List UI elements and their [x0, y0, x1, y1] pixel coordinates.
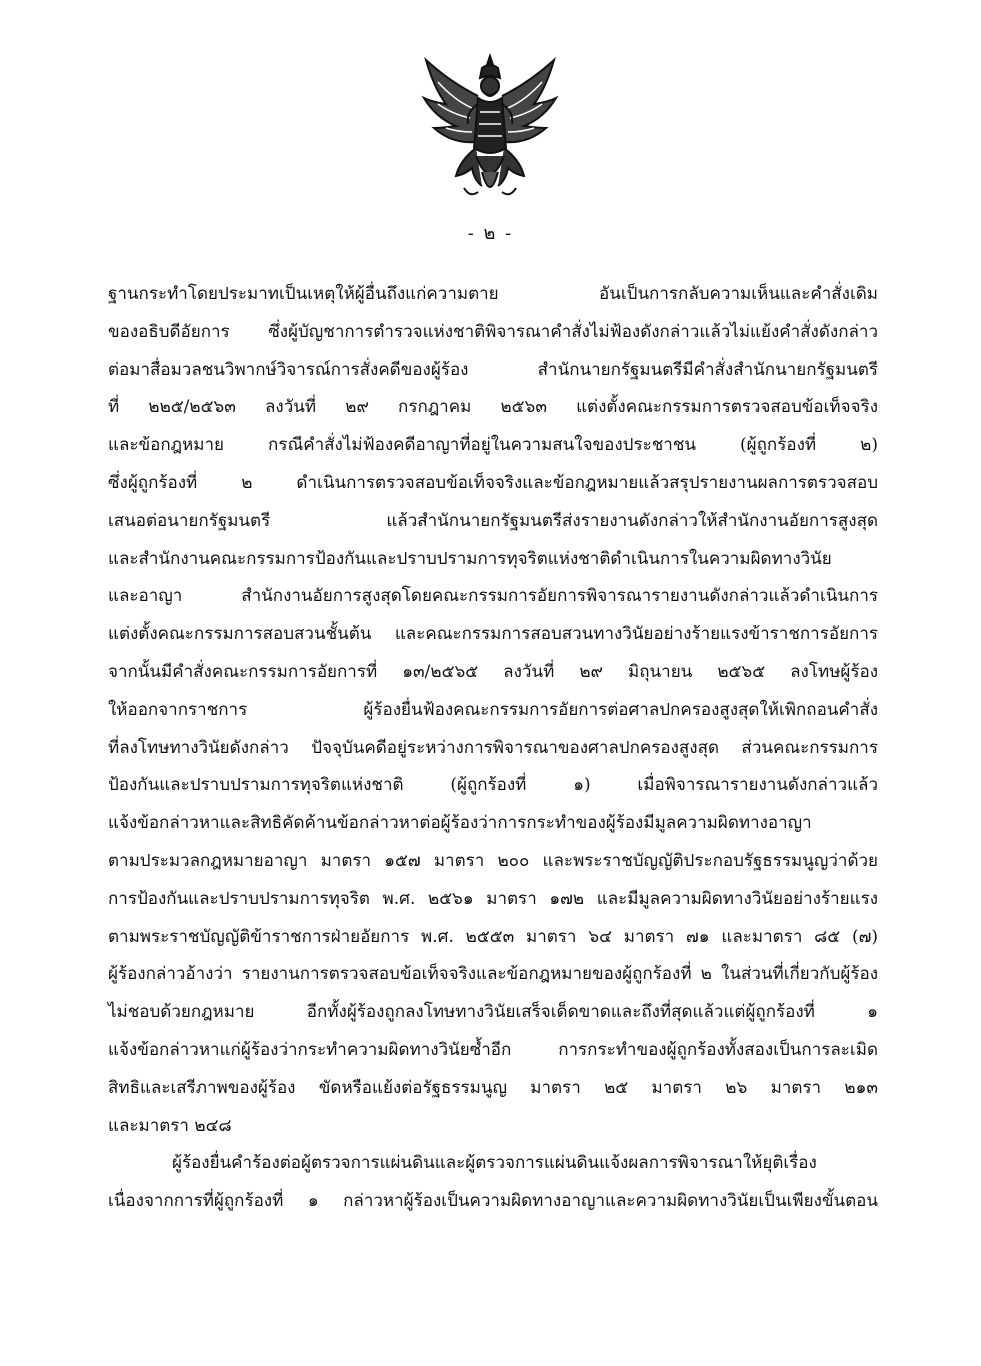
text-line: และอาญา สำนักงานอัยการสูงสุดโดยคณะกรรมการอัยการพิจารณารายงานดังกล่าวแล้วดำเนินการ — [108, 586, 878, 607]
text-line: ตามประมวลกฎหมายอาญา มาตรา ๑๕๗ มาตรา ๒๐๐ และพระราชบัญญัติประกอบรัฐธรรมนูญว่าด้วย — [108, 850, 878, 871]
document-body — [108, 276, 878, 1221]
text-line: เนื่องจากการที่ผู้ถูกร้องที่ ๑ กล่าวหาผู้ร้องเป็นความผิดทางอาญาและความผิดทางวินัยเป็นเพียงขั้นตอน — [108, 1191, 878, 1212]
text-line: ที่ลงโทษทางวินัยดังกล่าว ปัจจุบันคดีอยู่ระหว่างการพิจารณาของศาลปกครองสูงสุด ส่วนคณะกรรมการ — [108, 737, 878, 758]
text-line: ที่ ๒๒๕/๒๕๖๓ ลงวันที่ ๒๙ กรกฎาคม ๒๕๖๓ แต่งตั้งคณะกรรมการตรวจสอบข้อเท็จจริง — [108, 397, 878, 418]
text-line: ฐานกระทำโดยประมาทเป็นเหตุให้ผู้อื่นถึงแก่ความตาย อันเป็นการกลับความเห็นและคำสั่งเดิม — [108, 284, 878, 304]
text-line: สิทธิและเสรีภาพของผู้ร้อง ขัดหรือแย้งต่อรัฐธรรมนูญ มาตรา ๒๕ มาตรา ๒๖ มาตรา ๒๑๓ — [108, 1077, 878, 1098]
text-line: ให้ออกจากราชการ ผู้ร้องยื่นฟ้องคณะกรรมการอัยการต่อศาลปกครองสูงสุดให้เพิกถอนคำสั่ง — [108, 699, 878, 720]
text-line: ป้องกันและปราบปรามการทุจริตแห่งชาติ (ผู้ถูกร้องที่ ๑) เมื่อพิจารณารายงานดังกล่าวแล้ว — [108, 775, 878, 796]
text-line: ของอธิบดีอัยการ ซึ่งผู้บัญชาการตำรวจแห่งชาติพิจารณาคำสั่งไม่ฟ้องดังกล่าวแล้วไม่แย้งคำสั่งดังกล่าว — [108, 321, 878, 342]
paragraph-start-line: ผู้ร้องยื่นคำร้องต่อผู้ตรวจการแผ่นดินและผู้ตรวจการแผ่นดินแจ้งผลการพิจารณาให้ยุติเรื่อง — [172, 1153, 817, 1174]
text-line: เสนอต่อนายกรัฐมนตรี แล้วสำนักนายกรัฐมนตรีส่งรายงานดังกล่าวให้สำนักงานอัยการสูงสุด — [108, 510, 878, 531]
text-line: ซึ่งผู้ถูกร้องที่ ๒ ดำเนินการตรวจสอบข้อเท็จจริงและข้อกฎหมายแล้วสรุปรายงานผลการตรวจสอบ — [108, 472, 878, 493]
text-line: และมาตรา ๒๔๘ — [108, 1115, 232, 1136]
text-line: แต่งตั้งคณะกรรมการสอบสวนชั้นต้น และคณะกรรมการสอบสวนทางวินัยอย่างร้ายแรงข้าราชการอัยการ — [108, 624, 878, 645]
text-line: และข้อกฎหมาย กรณีคำสั่งไม่ฟ้องคดีอาญาที่อยู่ในความสนใจของประชาชน (ผู้ถูกร้องที่ ๒) — [108, 435, 878, 456]
text-line: และสำนักงานคณะกรรมการป้องกันและปราบปรามการทุจริตแห่งชาติดำเนินการในความผิดทางวินัย — [108, 548, 832, 569]
garuda-emblem-icon — [420, 52, 560, 210]
text-line: ไม่ชอบด้วยกฎหมาย อีกทั้งผู้ร้องถูกลงโทษทางวินัยเสร็จเด็ดขาดและถึงที่สุดแล้วแต่ผู้ถูกร้องที่ ๑ — [108, 1002, 878, 1023]
text-line: ผู้ร้องกล่าวอ้างว่า รายงานการตรวจสอบข้อเท็จจริงและข้อกฎหมายของผู้ถูกร้องที่ ๒ ในส่วนที่เกี่ยวกับผู้ร้อง — [108, 964, 878, 985]
page-number: - ๒ - — [467, 223, 514, 244]
text-line: จากนั้นมีคำสั่งคณะกรรมการอัยการที่ ๑๓/๒๕๖๕ ลงวันที่ ๒๙ มิถุนายน ๒๕๖๕ ลงโทษผู้ร้อง — [108, 661, 878, 682]
text-line: แจ้งข้อกล่าวหาแก่ผู้ร้องว่ากระทำความผิดทางวินัยซ้ำอีก การกระทำของผู้ถูกร้องทั้งสองเป็นการละเมิด — [108, 1039, 878, 1060]
text-line: การป้องกันและปราบปรามการทุจริต พ.ศ. ๒๕๖๑ มาตรา ๑๗๒ และมีมูลความผิดทางวินัยอย่างร้ายแรง — [108, 888, 878, 909]
text-line: ต่อมาสื่อมวลชนวิพากษ์วิจารณ์การสั่งคดีของผู้ร้อง สำนักนายกรัฐมนตรีมีคำสั่งสำนักนายกรัฐมนตรี — [108, 359, 878, 380]
text-line: ตามพระราชบัญญัติข้าราชการฝ่ายอัยการ พ.ศ. ๒๕๕๓ มาตรา ๖๔ มาตรา ๗๑ และมาตรา ๘๕ (๗) — [108, 926, 878, 947]
text-line: แจ้งข้อกล่าวหาและสิทธิคัดค้านข้อกล่าวหาต่อผู้ร้องว่าการกระทำของผู้ร้องมีมูลความผิดทางอาญา — [108, 813, 812, 834]
